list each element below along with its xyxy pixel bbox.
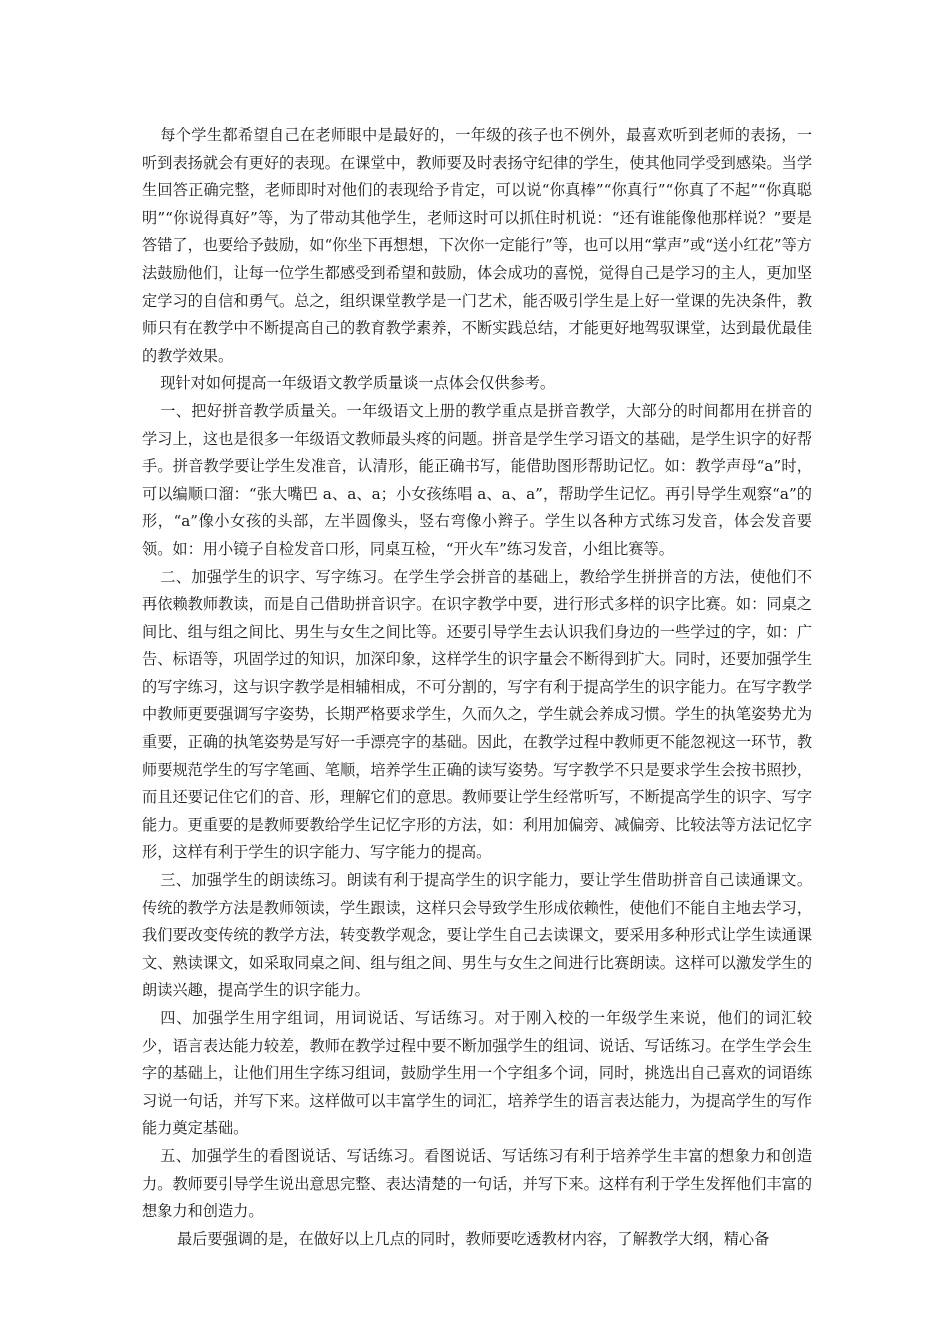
paragraph-intro: 现针对如何提高一年级语文教学质量谈一点体会仅供参考。 <box>160 374 556 393</box>
paragraph-conclusion: 最后要强调的是，在做好以上几点的同时，教师要吃透教材内容，了解教学大纲，精心备 <box>176 1229 770 1248</box>
paragraph-pinyin: 一、把好拼音教学质量关。一年级语文上册的教学重点是拼音教学，大部分的时间都用在拼音的学习上，这也是很多一年级语文教师最头疼的问题。拼音是学生学习语文的基础，是学生识字的好帮手。拼音教学要让学生发准音，认清形，能正确书写，能借助图形帮助记忆。如：教学声母“a”时，可以编顺口溜：“张大嘴巴 a、a、a；小女孩练唱 a、a、a”，帮助学生记忆。再引导学生观察“a”的形，“a”像小女孩的头部，左半圆像头，竖右弯像小辫子。学生以各种方式练习发音，体会发音要领。如：用小镜子自检发音口形，同桌互检，“开火车”练习发音，小组比赛等。 <box>142 401 812 558</box>
paragraph-reading-aloud: 三、加强学生的朗读练习。朗读有利于提高学生的识字能力，要让学生借助拼音自己读通课文。传统的教学方法是教师领读，学生跟读，这样只会导致学生形成依赖性，使他们不能自主地去学习，我们要改变传统的教学方法，转变教学观念，要让学生自己去读课文，要采用多种形式让学生读通课文、熟读课文，如采取同桌之间、组与组之间、男生与女生之间进行比赛朗读。这样可以激发学生的朗读兴趣，提高学生的识字能力。 <box>142 871 812 1000</box>
paragraph-praise: 每个学生都希望自己在老师眼中是最好的，一年级的孩子也不例外，最喜欢听到老师的表扬，一听到表扬就会有更好的表现。在课堂中，教师要及时表扬守纪律的学生，使其他同学受到感染。当学生回答正确完整，老师即时对他们的表现给予肯定，可以说“你真棒”“你真行”“你真了不起”“你真聪明”“你说得真好”等，为了带动其他学生，老师这时可以抓住时机说：“还有谁能像他那样说？”要是答错了，也要给予鼓励，如“你坐下再想想，下次你一定能行”等，也可以用“掌声”或“送小红花”等方法鼓励他们，让每一位学生都感受到希望和鼓励，体会成功的喜悦，觉得自己是学习的主人，更加坚定学习的自信和勇气。总之，组织课堂教学是一门艺术，能否吸引学生是上好一堂课的先决条件，教师只有在教学中不断提高自己的教育教学素养，不断实践总结，才能更好地驾驭课堂，达到最优最佳的教学效果。 <box>142 126 812 365</box>
paragraph-picture-talk: 五、加强学生的看图说话、写话练习。看图说话、写话练习有利于培养学生丰富的想象力和创造力。教师要引导学生说出意思完整、表达清楚的一句话，并写下来。这样有利于学生发挥他们丰富的想象力和创造力。 <box>142 1146 812 1221</box>
paragraph-literacy-writing: 二、加强学生的识字、写字练习。在学生学会拼音的基础上，教给学生拼拼音的方法，使他们不再依赖教师教读，而是自己借助拼音识字。在识字教学中要，进行形式多样的识字比赛。如：同桌之间比、组与组之间比、男生与女生之间比等。还要引导学生去认识我们身边的一些学过的字，如：广告、标语等，巩固学过的知识，加深印象，这样学生的识字量会不断得到扩大。同时，还要加强学生的写字练习，这与识字教学是相辅相成，不可分割的，写字有利于提高学生的识字能力。在写字教学中教师更要强调写字姿势，长期严格要求学生，久而久之，学生就会养成习惯。学生的执笔姿势尤为重要，正确的执笔姿势是写好一手漂亮字的基础。因此，在教学过程中教师更不能忽视这一环节，教师要规范学生的写字笔画、笔顺，培养学生正确的读写姿势。写字教学不只是要求学生会按书照抄，而且还要记住它们的音、形，理解它们的意思。教师要让学生经常听写，不断提高学生的识字、写字能力。更重要的是教师要教给学生记忆字形的方法，如：利用加偏旁、减偏旁、比较法等方法记忆字形，这样有利于学生的识字能力、写字能力的提高。 <box>142 567 812 862</box>
paragraph-word-building: 四、加强学生用字组词，用词说话、写话练习。对于刚入校的一年级学生来说，他们的词汇较少，语言表达能力较差，教师在教学过程中要不断加强学生的组词、说话、写话练习。在学生学会生字的基础上，让他们用生字练习组词，鼓励学生用一个字组多个词，同时，挑选出自己喜欢的词语练习说一句话，并写下来。这样做可以丰富学生的词汇，培养学生的语言表达能力，为提高学生的写作能力奠定基础。 <box>142 1009 812 1138</box>
document-page <box>142 122 812 1253</box>
